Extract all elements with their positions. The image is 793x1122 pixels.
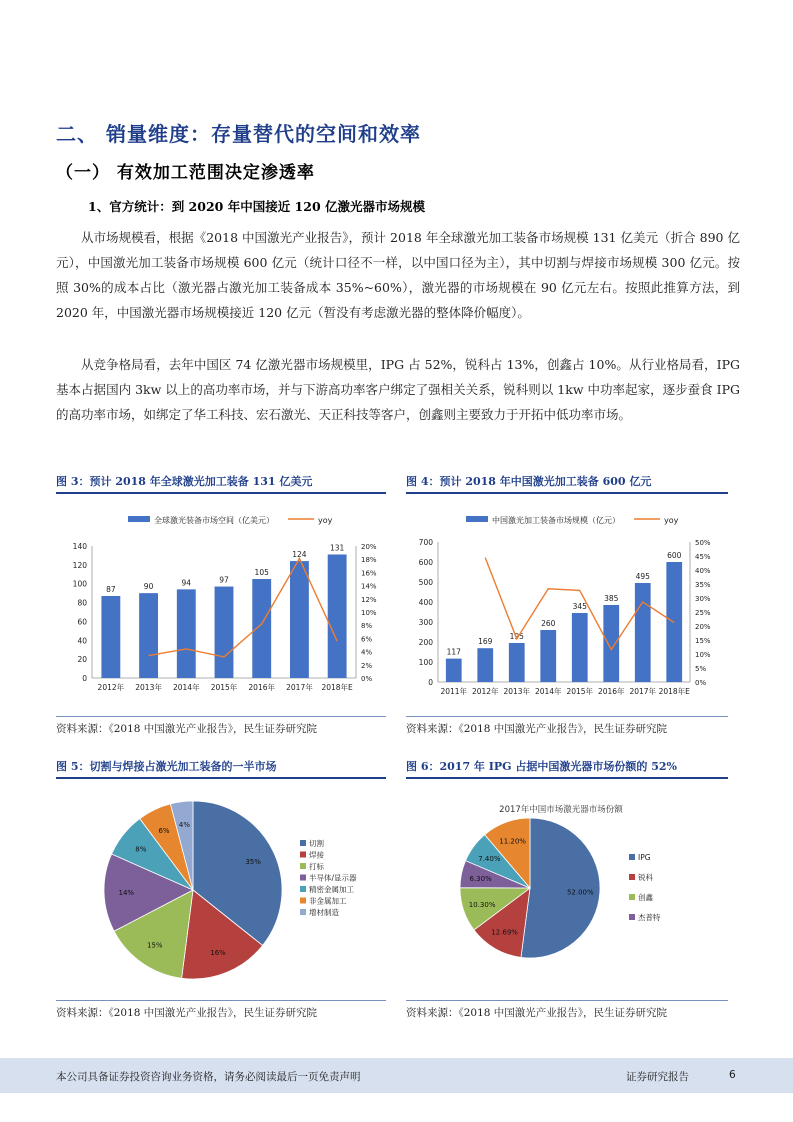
legend-swatch xyxy=(300,863,306,869)
y-tick-label: 300 xyxy=(418,618,433,627)
bar-value-label: 94 xyxy=(181,578,192,588)
x-tick-label: 2015年 xyxy=(210,683,238,692)
bar xyxy=(139,593,158,678)
y2-tick-label: 50% xyxy=(695,539,711,547)
pie-value-label: 7.40% xyxy=(478,855,501,864)
x-tick-label: 2016年 xyxy=(248,683,276,692)
y2-tick-label: 0% xyxy=(695,679,707,687)
fig4-legend-line-label: yoy xyxy=(664,516,679,525)
paragraph-market-size: 从市场规模看，根据《2018 中国激光产业报告》，预计 2018 年全球激光加工装备市场规模 131 亿美元（折合 890 亿元），中国激光加工装备市场规模 600 亿元（统计口径不一样，以中国口径为主），其中切割与焊接市场规模 300 亿元。按照 30%的成本占比（激光器占激光加工装备成本 35%~60%），激光器的市场规模在 90 亿元左右。按照此推算方法，到 2020 年，中国激光器市场规模接近 120 亿元（暂没有考虑激光器的整体降价幅度）。 xyxy=(56,230,740,320)
x-tick-label: 2015年 xyxy=(566,687,594,696)
legend-swatch xyxy=(300,909,306,915)
fig3-legend xyxy=(128,515,333,525)
legend-label: 半导体/显示器 xyxy=(309,873,357,883)
bar xyxy=(252,579,271,678)
y-tick-label: 400 xyxy=(418,598,433,607)
x-tick-label: 2018年E xyxy=(321,683,353,692)
pie-value-label: 16% xyxy=(210,948,226,957)
bar-value-label: 90 xyxy=(143,582,154,592)
y-tick-label: 100 xyxy=(72,579,87,589)
pie-value-label: 35% xyxy=(245,858,261,867)
pie-value-label: 4% xyxy=(178,820,191,829)
bar-value-label: 385 xyxy=(604,594,619,603)
legend-swatch xyxy=(300,852,306,858)
y2-tick-label: 40% xyxy=(695,567,711,575)
pie-value-label: 52.00% xyxy=(566,888,594,897)
y2-tick-label: 5% xyxy=(695,665,707,673)
fig3-legend-bar-label: 全球激光装备市场空间（亿美元） xyxy=(154,516,274,525)
fig6-source: 资料来源：《2018 中国激光产业报告》，民生证券研究院 xyxy=(406,1000,728,1020)
y2-tick-label: 18% xyxy=(361,556,377,565)
legend-label: 增材制造 xyxy=(309,908,339,917)
bar xyxy=(540,630,556,682)
y-tick-label: 0 xyxy=(82,674,87,683)
y2-tick-label: 30% xyxy=(695,595,711,603)
fig6-chart-title: 2017年中国市场激光器市场份额 xyxy=(499,805,623,815)
fig5-title: 图 5：切割与焊接占激光加工装备的一半市场 xyxy=(56,758,386,779)
x-tick-label: 2014年 xyxy=(172,683,200,692)
legend-label: 精密金属加工 xyxy=(309,885,354,894)
legend-swatch xyxy=(629,914,635,920)
pie-value-label: 14% xyxy=(118,889,135,898)
fig5-source: 资料来源：《2018 中国激光产业报告》，民生证券研究院 xyxy=(56,1000,386,1020)
fig4-legend-bar-swatch xyxy=(466,516,488,522)
fig4-legend xyxy=(466,515,679,525)
y2-tick-label: 2% xyxy=(361,661,373,670)
bar-value-label: 124 xyxy=(292,550,307,560)
y-tick-label: 20 xyxy=(77,655,87,665)
pie-value-label: 6% xyxy=(158,826,170,835)
bar xyxy=(477,648,493,682)
fig5-chart xyxy=(56,780,386,988)
fig4-legend-bar-label: 中国激光加工装备市场规模（亿元） xyxy=(492,516,620,525)
bar xyxy=(635,583,651,682)
y-tick-label: 600 xyxy=(418,558,433,567)
y2-tick-label: 6% xyxy=(361,635,373,644)
section-title: 二、 销量维度：存量替代的空间和效率 xyxy=(56,122,421,146)
legend-label: 锐科 xyxy=(638,873,653,882)
fig3-legend-bar-swatch xyxy=(128,516,150,522)
x-tick-label: 2013年 xyxy=(135,683,162,692)
bar xyxy=(215,587,234,678)
bar-value-label: 97 xyxy=(219,575,229,585)
x-tick-label: 2011年 xyxy=(440,687,468,696)
legend-swatch xyxy=(300,898,306,904)
legend-label: 创鑫 xyxy=(638,893,653,902)
bar-value-label: 345 xyxy=(572,602,587,611)
legend-swatch xyxy=(300,840,306,846)
fig6-title: 图 6：2017 年 IPG 占据中国激光器市场份额的 52% xyxy=(406,758,728,779)
legend-label: IPG xyxy=(638,853,651,862)
pie-value-label: 15% xyxy=(147,941,163,950)
x-tick-label: 2012年 xyxy=(97,683,125,692)
y-tick-label: 140 xyxy=(72,542,87,551)
x-tick-label: 2018年E xyxy=(658,687,690,696)
legend-label: 非金属加工 xyxy=(309,896,347,906)
legend-swatch xyxy=(300,886,306,892)
legend-swatch xyxy=(629,874,635,880)
x-tick-label: 2017年 xyxy=(629,687,657,696)
legend-swatch xyxy=(629,894,635,900)
y2-tick-label: 0% xyxy=(361,675,373,683)
y-tick-label: 60 xyxy=(77,617,87,627)
bar xyxy=(509,643,525,682)
subsection-title: （一） 有效加工范围决定渗透率 xyxy=(56,163,315,183)
fig4-chart xyxy=(406,494,728,704)
y2-tick-label: 10% xyxy=(695,651,711,659)
legend-swatch xyxy=(300,875,306,881)
fig4-title: 图 4：预计 2018 年中国激光加工装备 600 亿元 xyxy=(406,473,728,494)
pie-value-label: 11.20% xyxy=(499,837,526,846)
x-tick-label: 2017年 xyxy=(286,683,313,692)
legend-label: 焊接 xyxy=(309,850,324,860)
x-tick-label: 2012年 xyxy=(471,687,499,696)
page-number: 6 xyxy=(729,1069,736,1081)
y2-tick-label: 16% xyxy=(361,569,377,578)
pie-value-label: 8% xyxy=(135,845,147,854)
legend-swatch xyxy=(629,854,635,860)
bar xyxy=(290,561,309,678)
y2-tick-label: 20% xyxy=(361,543,377,551)
y2-tick-label: 4% xyxy=(361,648,373,657)
y-tick-label: 700 xyxy=(418,538,433,547)
bar xyxy=(603,605,619,682)
bar-value-label: 195 xyxy=(509,632,524,641)
bar-value-label: 169 xyxy=(478,637,493,647)
bar-value-label: 117 xyxy=(446,647,461,657)
bar xyxy=(446,659,462,682)
sub-heading: 1、官方统计：到 2020 年中国接近 120 亿激光器市场规模 xyxy=(88,199,425,214)
y2-tick-label: 8% xyxy=(361,622,373,631)
bar xyxy=(328,554,347,678)
y2-tick-label: 45% xyxy=(695,553,711,561)
fig4-source: 资料来源：《2018 中国激光产业报告》，民生证券研究院 xyxy=(406,716,728,736)
pie-value-label: 10.30% xyxy=(468,900,496,909)
y-tick-label: 40 xyxy=(77,636,87,646)
fig6-chart xyxy=(406,780,728,988)
x-tick-label: 2013年 xyxy=(503,687,531,696)
footer-disclaimer: 本公司具备证券投资咨询业务资格，请务必阅读最后一页免责声明 xyxy=(56,1071,361,1083)
legend-label: 打标 xyxy=(309,862,324,871)
x-tick-label: 2014年 xyxy=(534,687,562,696)
bar-value-label: 495 xyxy=(635,572,650,581)
y2-tick-label: 35% xyxy=(695,581,711,589)
y-tick-label: 100 xyxy=(418,658,433,667)
pie-value-label: 12.69% xyxy=(491,928,518,937)
paragraph-competition: 从竞争格局看，去年中国区 74 亿激光器市场规模里，IPG 占 52%，锐科占 13%，创鑫占 10%。从行业格局看，IPG 基本占据国内 3kw 以上的高功率市场，并与下游高功率客户绑定了强相关关系，锐科则以 1kw 中功率起家，逐步蚕食 IPG 的高功率市场，如绑定了华工科技、宏石激光、天正科技等客户，创鑫则主要致力于开拓中低功率市场。 xyxy=(56,357,740,422)
x-tick-label: 2016年 xyxy=(597,687,625,696)
y2-tick-label: 15% xyxy=(695,637,711,645)
footer-report-type: 证券研究报告 xyxy=(626,1071,689,1083)
y-tick-label: 200 xyxy=(418,638,433,647)
y2-tick-label: 20% xyxy=(695,623,711,631)
y2-tick-label: 12% xyxy=(361,595,377,604)
legend-label: 杰普特 xyxy=(638,913,661,922)
bar xyxy=(572,613,588,682)
fig3-legend-line-label: yoy xyxy=(318,516,333,525)
bar xyxy=(101,596,120,678)
y-tick-label: 0 xyxy=(428,678,433,687)
bar xyxy=(177,589,196,678)
fig3-source: 资料来源：《2018 中国激光产业报告》，民生证券研究院 xyxy=(56,716,386,736)
y-tick-label: 500 xyxy=(418,578,433,587)
bar-value-label: 105 xyxy=(254,568,269,577)
bar-value-label: 131 xyxy=(329,543,345,553)
fig3-chart xyxy=(56,494,386,704)
y-tick-label: 120 xyxy=(72,560,87,570)
y2-tick-label: 25% xyxy=(695,609,711,617)
y2-tick-label: 10% xyxy=(361,609,377,617)
bar-value-label: 87 xyxy=(106,584,116,594)
y-tick-label: 80 xyxy=(77,598,87,608)
y2-tick-label: 14% xyxy=(361,582,377,591)
pie-value-label: 6.30% xyxy=(469,874,492,883)
fig3-title: 图 3：预计 2018 年全球激光加工装备 131 亿美元 xyxy=(56,473,386,494)
legend-label: 切割 xyxy=(309,839,324,848)
bar-value-label: 600 xyxy=(667,551,682,560)
bar-value-label: 260 xyxy=(541,619,556,628)
